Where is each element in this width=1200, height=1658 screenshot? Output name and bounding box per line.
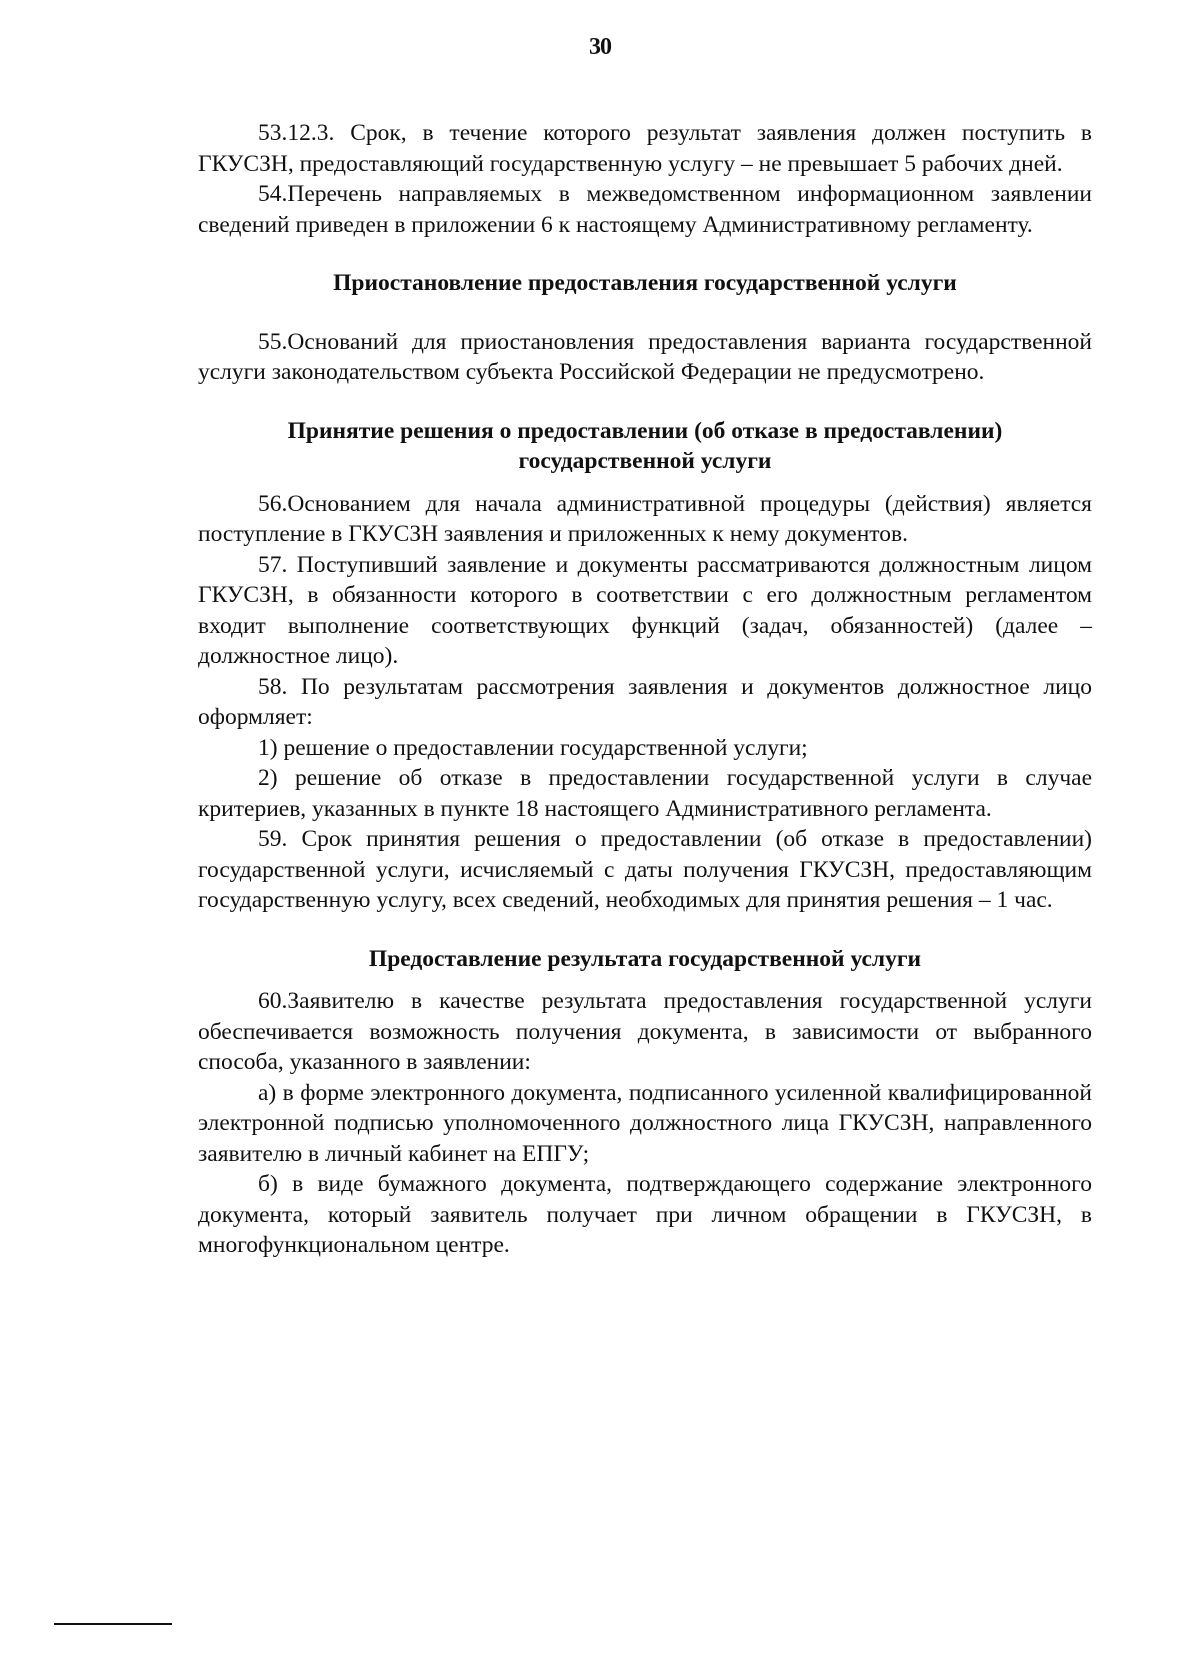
paragraph-60-item-b: б) в виде бумажного документа, подтверждающего содержание электронного документа, который заявитель получает при личном обращении в ГКУСЗН, в многофункциональном центре. bbox=[198, 1171, 1092, 1258]
paragraph-56: 56.Основанием для начала административной процедуры (действия) является поступление в ГКУСЗН заявления и приложенных к нему документов. bbox=[198, 490, 1092, 547]
paragraph-58-item-2: 2) решение об отказе в предоставлении государственной услуги в случае критериев, указанных в пункте 18 настоящего Административного регламента. bbox=[198, 765, 1092, 822]
document-body bbox=[198, 118, 1092, 1261]
paragraph-60: 60.Заявителю в качестве результата предоставления государственной услуги обеспечивается возможность получения документа, в зависимости от выбранного способа, указанного в заявлении: bbox=[198, 988, 1092, 1075]
paragraph-58-item-1: 1) решение о предоставлении государственной услуги; bbox=[258, 734, 808, 761]
heading-decision-line-2: государственной услуги bbox=[518, 448, 772, 474]
heading-decision-line-1: Принятие решения о предоставлении (об отказе в предоставлении) bbox=[287, 417, 1003, 444]
paragraph-57: 57. Поступивший заявление и документы рассматриваются должностным лицом ГКУСЗН, в обязанности которого в соответствии с его должностным регламентом входит выполнение соответствующих функций (задач, обязанностей) (далее – должностное лицо). bbox=[198, 551, 1092, 669]
page-number: 30 bbox=[589, 34, 611, 60]
heading-decision bbox=[198, 416, 1092, 477]
paragraph-55: 55.Оснований для приостановления предоставления варианта государственной услуги законодательством субъекта Российской Федерации не предусмотрено. bbox=[198, 328, 1092, 385]
heading-suspension: Приостановление предоставления государственной услуги bbox=[333, 270, 957, 296]
paragraph-60-item-a: а) в форме электронного документа, подписанного усиленной квалифицированной электронной подписью уполномоченного должностного лица ГКУСЗН, направленного заявителю в личный кабинет на ЕПГУ; bbox=[198, 1079, 1092, 1167]
paragraph-59: 59. Срок принятия решения о предоставлении (об отказе в предоставлении) государственной услуги, исчисляемый с даты получения ГКУСЗН, предоставляющим государственную услугу, всех сведений, необходимых для принятия решения – 1 час. bbox=[198, 826, 1092, 913]
paragraph-53-12-3: 53.12.3. Срок, в течение которого результат заявления должен поступить в ГКУСЗН, предоставляющий государственную услугу – не превышает 5 рабочих дней. bbox=[198, 120, 1092, 177]
paragraph-54: 54.Перечень направляемых в межведомственном информационном заявлении сведений приведен в приложении 6 к настоящему Административному регламенту. bbox=[198, 181, 1092, 238]
paragraph-58: 58. По результатам рассмотрения заявления и документов должностное лицо оформляет: bbox=[198, 673, 1092, 730]
footnote-separator-line bbox=[54, 1623, 172, 1625]
heading-result: Предоставление результата государственной услуги bbox=[368, 945, 922, 972]
